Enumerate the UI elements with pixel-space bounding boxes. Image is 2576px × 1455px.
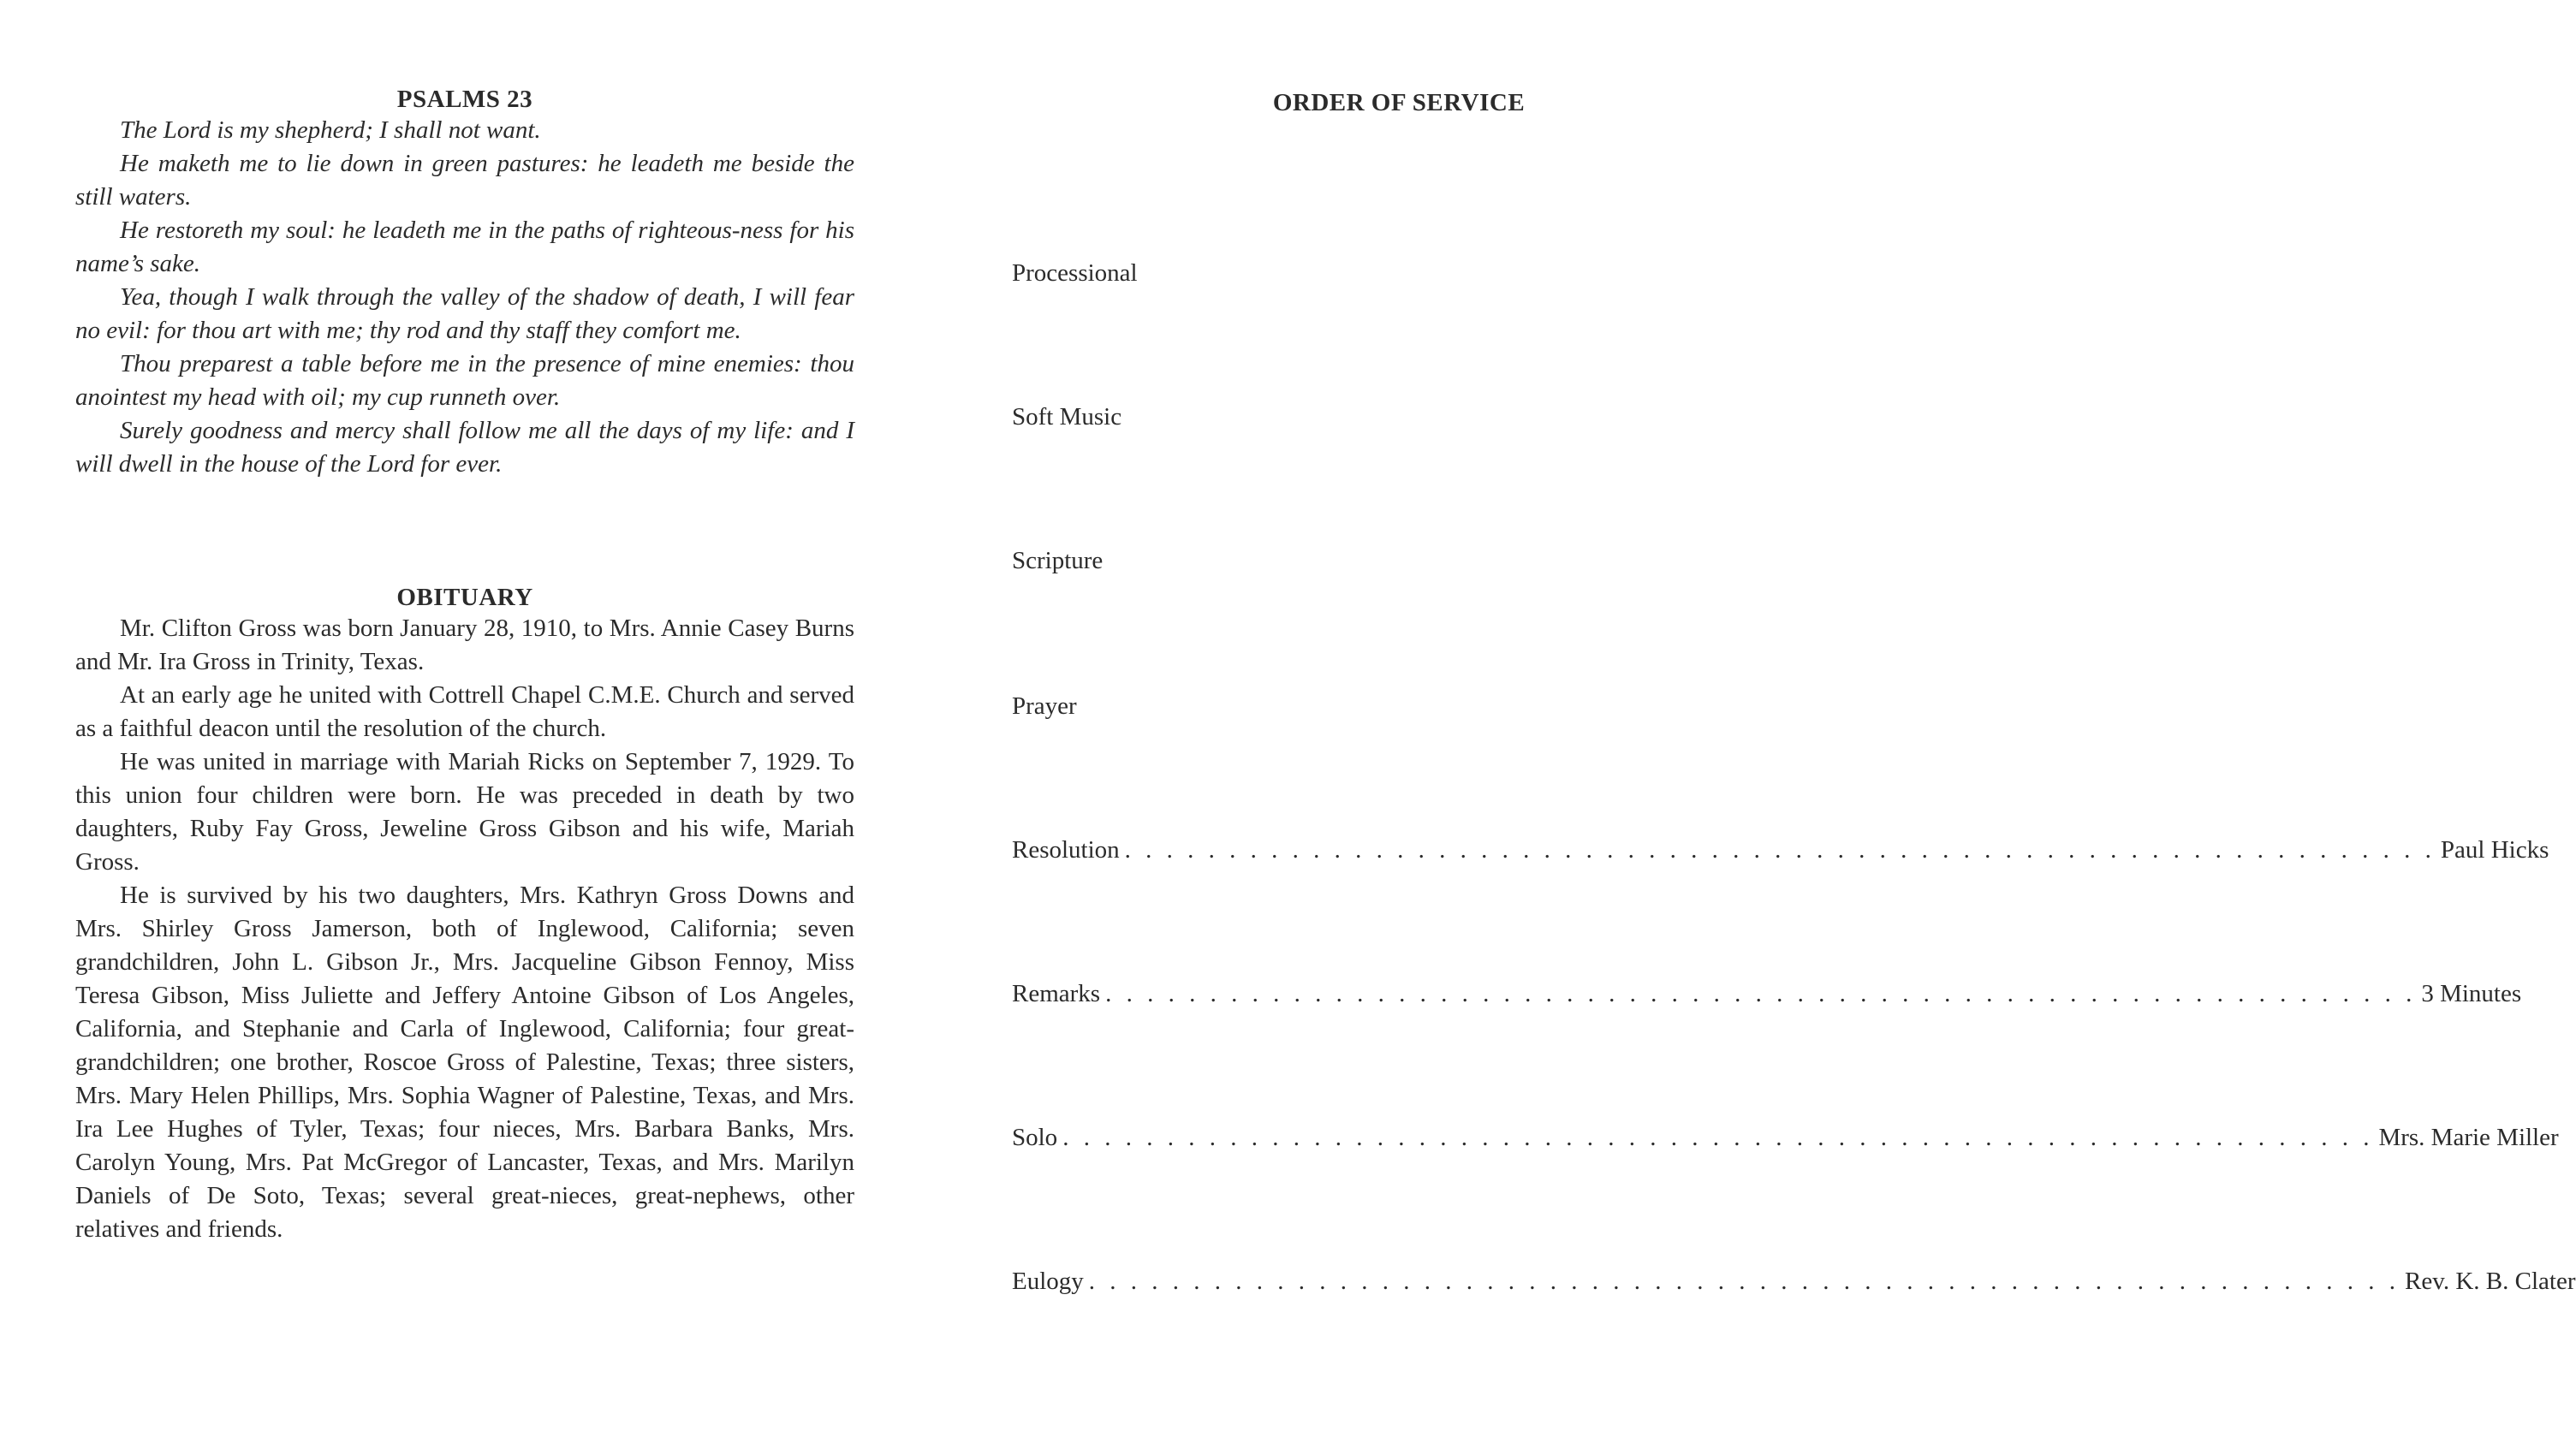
obituary-title: OBITUARY [396, 584, 533, 611]
service-item-prayer [1012, 691, 1786, 722]
psalm-verse: He restoreth my soul: he leadeth me in the paths of righteous-ness for his name’s sake. [75, 217, 854, 277]
psalm-verse: Surely goodness and mercy shall follow me all the days of my life: and I will dwell in the house of the Lord for ever. [75, 417, 854, 478]
service-item-remarks [1012, 978, 2522, 1009]
service-item-label: Remarks [1012, 980, 1101, 1007]
service-item-label: Solo [1012, 1124, 1058, 1151]
service-item-person: 3 Minutes [2421, 980, 2522, 1007]
order-of-service-title: ORDER OF SERVICE [1272, 89, 1526, 116]
leader-dots: . . . . . . . . . . . . . . . . . . . . . . . . . . . . . . . . . . . . . . . . . . . . . . . . . . . . . . . . . . . . . . . [1062, 1124, 2374, 1151]
obituary-paragraph: At an early age he united with Cottrell Chapel C.M.E. Church and served as a faithful deacon until the resolution of the church. [75, 681, 854, 742]
service-item-soft-music [1012, 401, 1786, 432]
service-item-label: Eulogy [1012, 1268, 1084, 1295]
service-item-processional [1012, 258, 1786, 288]
psalm-title: PSALMS 23 [396, 86, 533, 113]
service-item-label: Scripture [1012, 547, 1104, 574]
psalm-verse: The Lord is my shepherd; I shall not want. [120, 116, 541, 144]
psalm-verse: Thou preparest a table before me in the presence of mine enemies: thou anointest my head with oil; my cup runneth over. [75, 350, 854, 411]
service-item-label: Resolution [1012, 836, 1120, 864]
service-item-person: Paul Hicks [2440, 836, 2549, 864]
leader-dots: . . . . . . . . . . . . . . . . . . . . . . . . . . . . . . . . . . . . . . . . . . . . . . . . . . . . . . . . . . . . . . . [1124, 836, 2436, 864]
service-item-eulogy [1012, 1266, 2576, 1297]
psalm-verse: He maketh me to lie down in green pastures: he leadeth me beside the still waters. [75, 150, 854, 211]
service-item-label: Soft Music [1012, 403, 1122, 431]
right-page [1012, 89, 2576, 1295]
leader-dots: . . . . . . . . . . . . . . . . . . . . . . . . . . . . . . . . . . . . . . . . . . . . . . . . . . . . . . . . . . . . . . . [1105, 980, 2417, 1007]
service-item-label: Prayer [1012, 692, 1077, 720]
service-item-person: Mrs. Marie Miller [2378, 1124, 2559, 1151]
service-item-solo [1012, 1122, 2559, 1153]
obituary-paragraph: Mr. Clifton Gross was born January 28, 1910, to Mrs. Annie Casey Burns and Mr. Ira Gross in Trinity, Texas. [75, 615, 854, 675]
left-page [75, 86, 854, 1246]
psalm-text [75, 114, 854, 481]
service-item-scripture [1012, 545, 1786, 576]
psalm-verse: Yea, though I walk through the valley of the shadow of death, I will fear no evil: for thou art with me; thy rod and thy staff they comfort me. [75, 283, 854, 344]
service-item-label: Processional [1012, 259, 1138, 287]
leader-dots: . . . . . . . . . . . . . . . . . . . . . . . . . . . . . . . . . . . . . . . . . . . . . . . . . . . . . . . . . . . . . . . [1088, 1268, 2400, 1295]
service-item-resolution [1012, 834, 2549, 865]
service-item-person: Rev. K. B. Clater [2405, 1268, 2576, 1295]
obituary-paragraph: He is survived by his two daughters, Mrs. Kathryn Gross Downs and Mrs. Shirley Gross Jamerson, both of Inglewood, California; seven grandchildren, John L. Gibson Jr., Mrs. Jacqueline Gibson Fennoy, Miss Teresa Gibson, Miss Juliette and Jeffery Antoine Gibson of Los Angeles, California, and Stephanie and Carla of Inglewood, California; four great-grandchildren; one brother, Roscoe Gross of Palestine, Texas; three sisters, Mrs. Mary Helen Phillips, Mrs. Sophia Wagner of Palestine, Texas, and Mrs. Ira Lee Hughes of Tyler, Texas; four nieces, Mrs. Barbara Banks, Mrs. Carolyn Young, Mrs. Pat McGregor of Lancaster, Texas, and Mrs. Marilyn Daniels of De Soto, Texas; several great-nieces, great-nephews, other relatives and friends. [75, 882, 854, 1243]
obituary-text [75, 612, 854, 1246]
obituary-paragraph: He was united in marriage with Mariah Ricks on September 7, 1929. To this union four children were born. He was preceded in death by two daughters, Ruby Fay Gross, Jeweline Gross Gibson and his wife, Mariah Gross. [75, 748, 854, 876]
